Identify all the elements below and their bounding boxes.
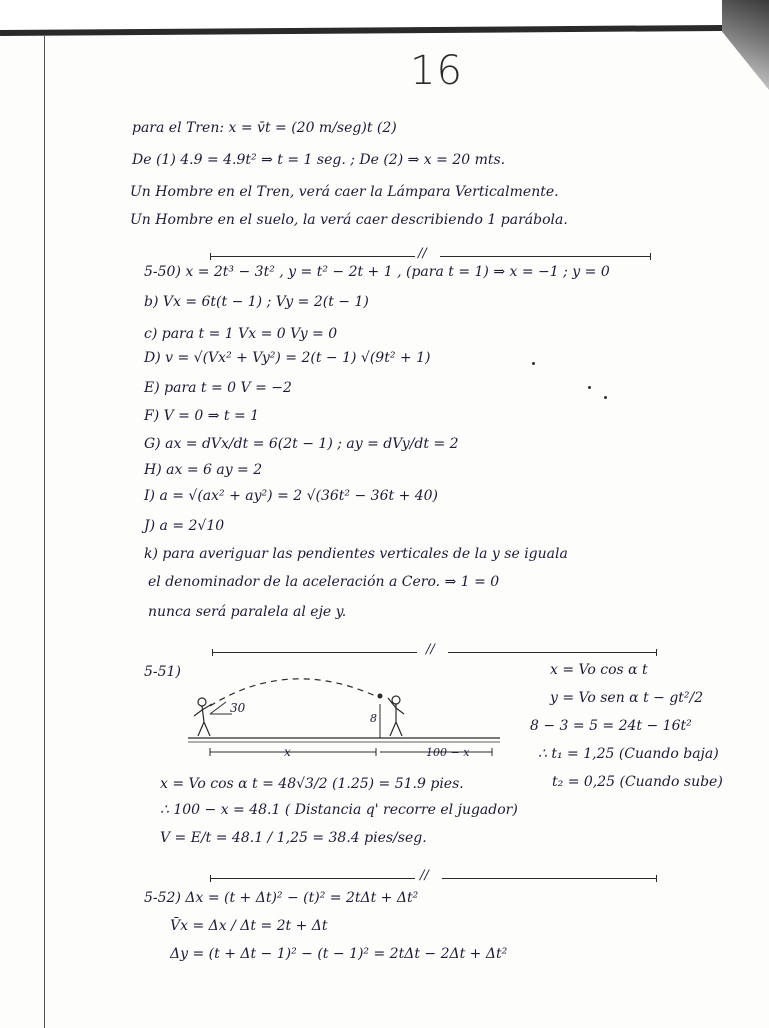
separator-rule-right — [448, 652, 656, 653]
problem-5-50-k2: el denominador de la aceleración a Cero. ⇒ 1 = 0 — [148, 574, 500, 590]
problem-5-50-j: J) a = 2√10 — [144, 518, 225, 534]
problem-5-50-b: b) Vx = 6t(t − 1) ; Vy = 2(t − 1) — [144, 294, 369, 310]
line-hombre-suelo: Un Hombre en el suelo, la verá caer describiendo 1 parábola. — [130, 212, 568, 228]
separator-tick — [210, 875, 211, 882]
line-time-distance: De (1) 4.9 = 4.9t² ⇒ t = 1 seg. ; De (2) ⇒ x = 20 mts. — [132, 152, 506, 168]
separator-rule-left — [212, 652, 417, 653]
angle-ray — [210, 702, 226, 714]
separator-tick — [656, 875, 657, 882]
problem-5-50-k1: k) para averiguar las pendientes verticales de la y se iguala — [144, 546, 568, 562]
ink-dot — [588, 386, 591, 389]
problem-5-50-statement: 5-50) x = 2t³ − 3t² , y = t² − 2t + 1 , (para t = 1) ⇒ x = −1 ; y = 0 — [144, 264, 610, 280]
height-label: 8 — [370, 712, 377, 725]
problem-5-52-vx: V̄x = Δx / Δt = 2t + Δt — [170, 918, 328, 934]
separator-mark: // — [420, 868, 429, 883]
page-number: 16 — [410, 48, 463, 94]
ball — [378, 694, 383, 699]
problem-5-51-x-result: x = Vo cos α t = 48√3/2 (1.25) = 51.9 pies. — [160, 776, 464, 792]
problem-5-50-d: D) v = √(Vx² + Vy²) = 2(t − 1) √(9t² + 1) — [144, 350, 431, 366]
problem-5-50-i: I) a = √(ax² + ay²) = 2 √(36t² − 36t + 40) — [144, 488, 439, 504]
separator-tick — [656, 649, 657, 656]
separator-rule-left — [210, 256, 415, 257]
problem-5-50-k3: nunca será paralela al eje y. — [148, 604, 347, 620]
problem-5-51-distance: ∴ 100 − x = 48.1 ( Distancia q' recorre el jugador) — [160, 802, 518, 818]
thrower-head — [198, 698, 206, 706]
problem-5-51-t1: ∴ t₁ = 1,25 (Cuando baja) — [538, 746, 719, 762]
projectile-sketch — [180, 676, 520, 766]
thrower-body — [194, 704, 212, 736]
ink-dot — [532, 362, 535, 365]
problem-5-50-g: G) ax = dVx/dt = 6(2t − 1) ; ay = dVy/dt = 2 — [144, 436, 459, 452]
separator-tick — [212, 649, 213, 656]
ink-dot — [604, 396, 607, 399]
problem-5-50-h: H) ax = 6 ay = 2 — [144, 462, 263, 478]
separator-rule-left — [210, 878, 415, 879]
page-margin-line — [44, 36, 45, 1028]
line-hombre-tren: Un Hombre en el Tren, verá caer la Lámpara Verticalmente. — [130, 184, 559, 200]
problem-5-50-f: F) V = 0 ⇒ t = 1 — [144, 408, 260, 424]
distance-x-label: x — [284, 745, 291, 759]
problem-5-51-label: 5-51) — [144, 664, 181, 680]
line-tren-equation: para el Tren: x = v̄t = (20 m/seg)t (2) — [132, 120, 397, 136]
problem-5-50-e: E) para t = 0 V = −2 — [144, 380, 292, 396]
problem-5-50-c: c) para t = 1 Vx = 0 Vy = 0 — [144, 326, 338, 342]
separator-mark: // — [418, 246, 427, 261]
problem-5-51-velocity: V = E/t = 48.1 / 1,25 = 38.4 pies/seg. — [160, 830, 427, 846]
separator-mark: // — [426, 642, 435, 657]
problem-5-52-delta-x: 5-52) Δx = (t + Δt)² − (t)² = 2tΔt + Δt² — [144, 890, 419, 906]
problem-5-51-t2: t₂ = 0,25 (Cuando sube) — [552, 774, 723, 790]
player-head — [392, 696, 400, 704]
angle-label: 30 — [230, 701, 246, 715]
problem-5-52-delta-y: Δy = (t + Δt − 1)² − (t − 1)² = 2tΔt − 2Δt + Δt² — [170, 946, 508, 962]
problem-5-51-x-eq: x = Vo cos α t — [550, 662, 648, 678]
problem-5-51-y-eq: y = Vo sen α t − gt²/2 — [550, 690, 704, 706]
separator-tick — [650, 253, 651, 260]
problem-5-51-height-eq: 8 − 3 = 5 = 24t − 16t² — [530, 718, 692, 734]
distance-rest-label: 100 − x — [426, 746, 470, 759]
separator-rule-right — [440, 256, 650, 257]
separator-rule-right — [442, 878, 656, 879]
separator-tick — [210, 253, 211, 260]
